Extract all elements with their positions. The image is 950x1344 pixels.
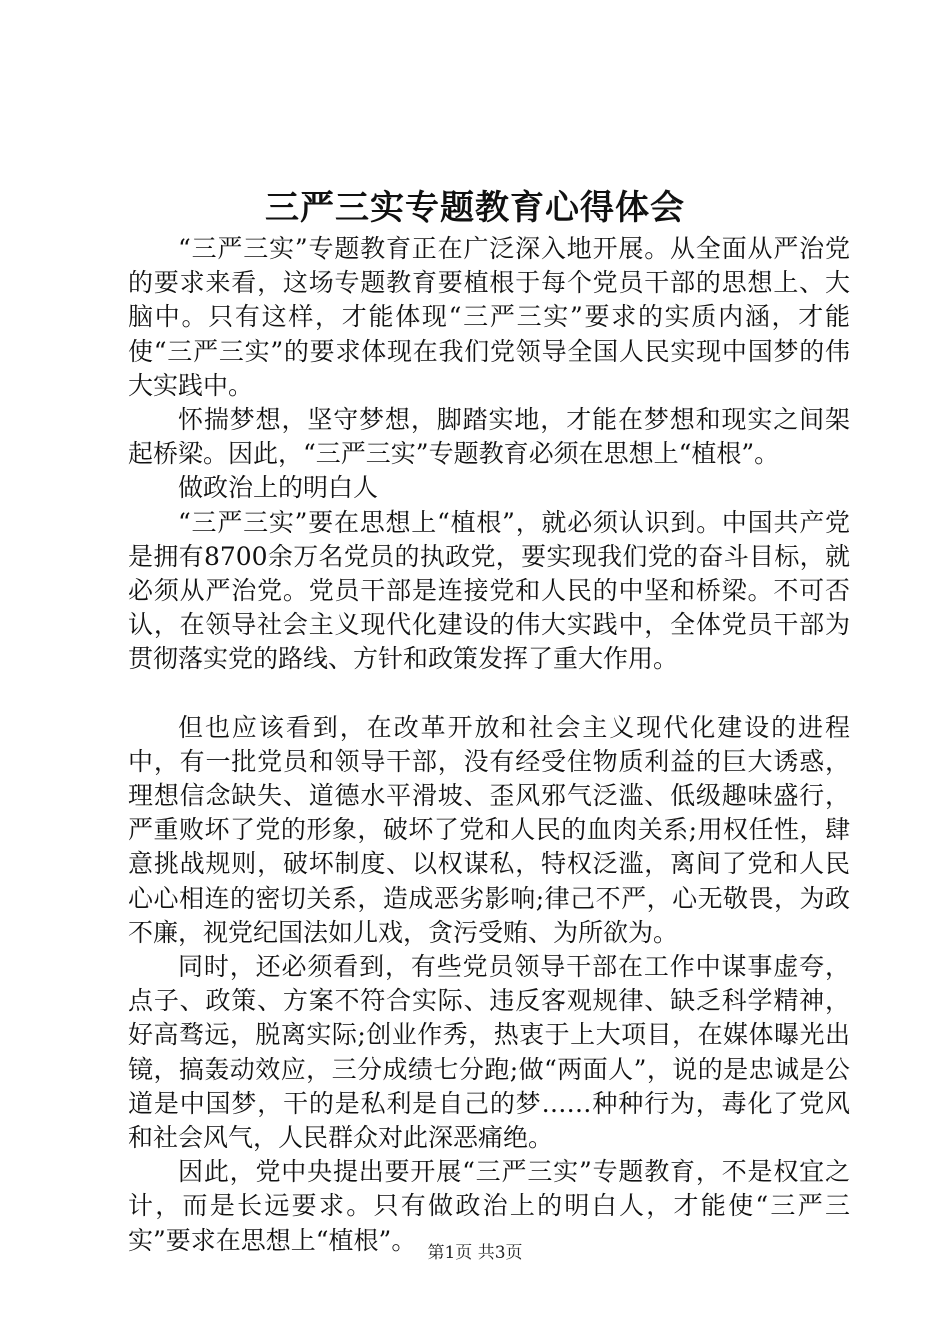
paragraph-also: 同时，还必须看到，有些党员领导干部在工作中谋事虚夸，点子、政策、方案不符合实际、违反客观规律、缺乏科学精神，好高骛远，脱离实际;创业作秀，热衷于上大项目，在媒体曝光出镜，搞轰动效应，三分成绩七分跑;做“两面人”，说的是忠诚是公道是中国梦，干的是私利是自己的梦……种种行为，毒化了党风和社会风气，人民群众对此深恶痛绝。 <box>128 952 850 1153</box>
paragraph-gap <box>128 677 850 711</box>
section-heading: 做政治上的明白人 <box>178 473 379 503</box>
page-number: 第1页 共3页 <box>427 1243 523 1263</box>
document-title: 三严三实专题教育心得体会 <box>265 188 685 228</box>
paragraph-party: “三严三实”要在思想上“植根”，就必须认识到。中国共产党是拥有8700余万名党员的执政党，要实现我们党的奋斗目标，就必须从严治党。党员干部是连接党和人民的中坚和桥梁。不可否认，在领导社会主义现代化建设的伟大实践中，全体党员干部为贯彻落实党的路线、方针和政策发挥了重大作用。 <box>128 507 850 674</box>
paragraph-intro: “三严三实”专题教育正在广泛深入地开展。从全面从严治党的要求来看，这场专题教育要植根于每个党员干部的思想上、大脑中。只有这样，才能体现“三严三实”要求的实质内涵，才能使“三严三实”的要求体现在我们党领导全国人民实现中国梦的伟大实践中。 <box>128 234 850 400</box>
paragraph-problems: 但也应该看到，在改革开放和社会主义现代化建设的进程中，有一批党员和领导干部，没有经受住物质利益的巨大诱惑，理想信念缺失、道德水平滑坡、歪风邪气泛滥、低级趣味盛行，严重败坏了党的形象，破坏了党和人民的血肉关系;用权任性，肆意挑战规则，破坏制度、以权谋私，特权泛滥，离间了党和人民心心相连的密切关系，造成恶劣影响;律己不严，心无敬畏，为政不廉，视党纪国法如儿戏，贪污受贿、为所欲为。 <box>128 712 850 947</box>
paragraph-dream: 怀揣梦想，坚守梦想，脚踏实地，才能在梦想和现实之间架起桥梁。因此，“三严三实”专题教育必须在思想上“植根”。 <box>128 405 850 469</box>
paragraph-conclusion: 因此，党中央提出要开展“三严三实”专题教育，不是权宜之计，而是长远要求。只有做政治上的明白人，才能使“三严三实”要求在思想上“植根”。 <box>128 1157 850 1255</box>
document-body <box>128 232 850 1258</box>
